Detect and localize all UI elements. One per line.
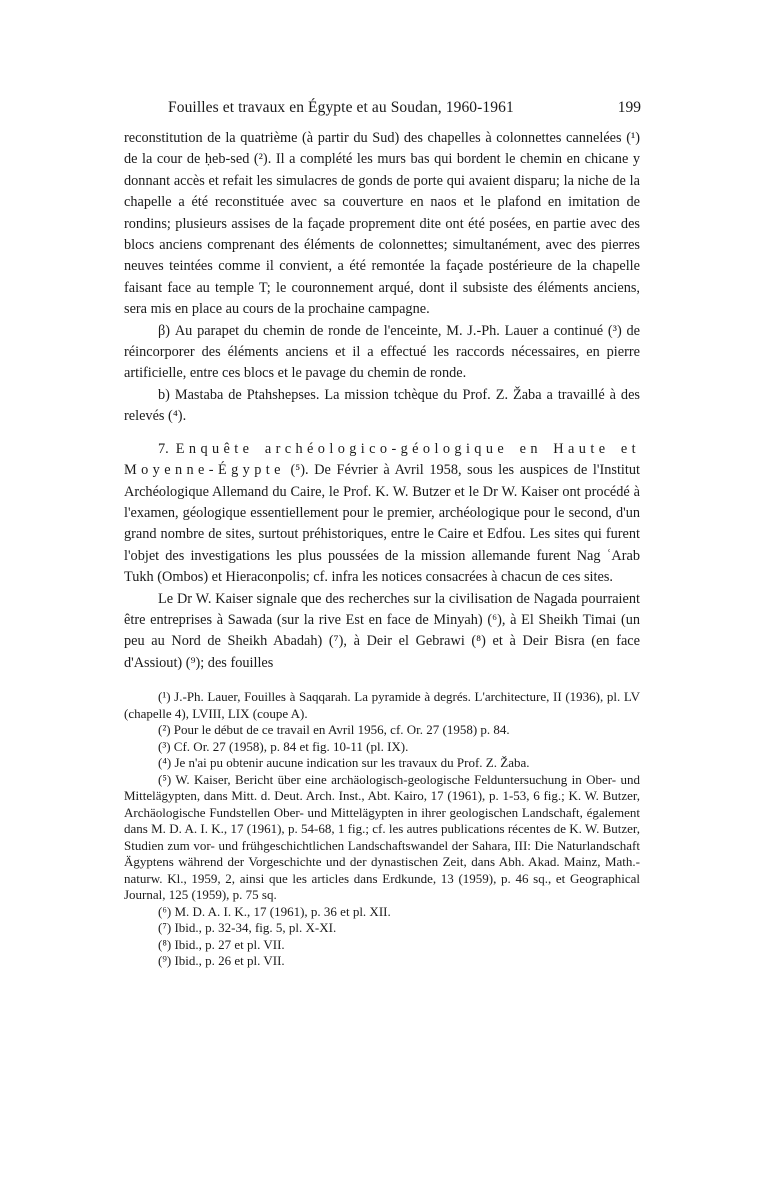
footnote-8: (⁸) Ibid., p. 27 et pl. VII. bbox=[158, 936, 285, 952]
paragraph-mastaba: b) Mastaba de Ptahshepses. La mission tchèque du Prof. Z. Žaba a travaillé à des relevés (⁴). bbox=[124, 386, 640, 425]
section-7-paragraph bbox=[124, 439, 640, 589]
page-number: 199 bbox=[617, 99, 641, 116]
footnote-2: (²) Pour le début de ce travail en Avril 1956, cf. Or. 27 (1958) p. 84. bbox=[158, 722, 510, 737]
paragraph-chapel-reconstruction: reconstitution de la quatrième (à partir du Sud) des chapelles à colonnettes cannelées (¹) de la cour de ḥeb-sed (²). Il a complété les murs bas qui bordent le chemin en chicane y donnant accès et refait les simulacres de gonds de porte qui avaient disparu; la niche de la chapelle a été reconstituée avec sa couverture en naos et le plafond en imitation de rondins; plusieurs assises de la façade proprement dite ont été posées, en partie avec des blocs anciens comprenant des éléments de colonnettes; simultanément, avec des pierres neuves teintées comme il convient, a été remontée la façade postérieure de la chapelle faisant face au temple T; le couronnement arqué, dont il subsiste des éléments anciens, sera mis en place au cours de la prochaine campagne. bbox=[124, 130, 640, 318]
section-number: 7. bbox=[158, 440, 169, 457]
footnote-5: (⁵) W. Kaiser, Bericht über eine archäologisch-geologische Felduntersuchung in Ober- und Mittelägypten, dans Mitt. d. Deut. Arch. Inst., Abt. Kairo, 17 (1961), p. 1-53, 6 fig.; K. W. Butzer, Archäologische Fundstellen Ober- und Mittelägypten in ihrer geologischen Landschaft, également dans M. D. A. I. K., 17 (1961), p. 54-68, 1 fig.; cf. les autres publications récentes de K. W. Butzer, Studien zum vor- und frühgeschichtlichen Landschaftswandel der Sahara, III: Die Naturlandschaft Ägyptens während der Vorgeschichte und der dynastischen Zeit, dans Abh. Akad. Mainz, Math.-naturw. Kl., 1959, 2, ainsi que les articles dans Erdkunde, 13 (1959), p. 46 sq., et Geographical Journal, 125 (1959), p. 75 sq. bbox=[124, 771, 640, 902]
footnote-4: (⁴) Je n'ai pu obtenir aucune indication sur les travaux du Prof. Z. Žaba. bbox=[158, 755, 530, 770]
footnotes bbox=[124, 689, 640, 970]
footnote-6: (⁶) M. D. A. I. K., 17 (1961), p. 36 et pl. XII. bbox=[158, 903, 391, 919]
body-text bbox=[124, 128, 640, 674]
footnote-9: (⁹) Ibid., p. 26 et pl. VII. bbox=[158, 953, 285, 968]
section-heading: Enquête archéologico-géologique en Haute et Moyenne-Égypte bbox=[124, 440, 640, 479]
paragraph-parapet: β) Au parapet du chemin de ronde de l'enceinte, M. J.-Ph. Lauer a continué (³) de réincorporer des éléments anciens et il a effectué les raccords nécessaires, en pierre artificielle, entre ces blocs et le pavage du chemin de ronde. bbox=[124, 322, 640, 382]
footnote-3: (³) Cf. Or. 27 (1958), p. 84 et fig. 10-11 (pl. IX). bbox=[158, 738, 409, 754]
paragraph-kaiser-nagada: Le Dr W. Kaiser signale que des recherches sur la civilisation de Nagada pourraient être entreprises à Sawada (sur la rive Est en face de Minyah) (⁶), à El Sheikh Timai (un peu au Nord de Sheikh Abadah) (⁷), à Deir el Gebrawi (⁸) et à Deir Bisra (en face d'Assiout) (⁹); des fouilles bbox=[124, 590, 640, 671]
running-title: Fouilles et travaux en Égypte et au Soudan, 1960-1961 bbox=[168, 99, 514, 116]
footnote-1: (¹) J.-Ph. Lauer, Fouilles à Saqqarah. La pyramide à degrés. L'architecture, II (1936), pl. LV (chapelle 4), LVIII, LIX (coupe A). bbox=[124, 689, 640, 721]
section-7-text: (⁵). De Février à Avril 1958, sous les auspices de l'Institut Archéologique Allemand du Caire, le Prof. K. W. Butzer et le Dr W. Kaiser ont procédé à l'examen, géologique essentiellement pour le premier, archéologique pour le second, d'un grand nombre de sites, surtout préhistoriques, entre le Caire et Edfou. Les sites qui furent l'objet des investigations les plus poussées de la mission allemande furent Nag ʿArab Tukh (Ombos) et Hieraconpolis; cf. infra les notices consacrées à chacun de ces sites. bbox=[124, 462, 640, 586]
footnote-7: (⁷) Ibid., p. 32-34, fig. 5, pl. X-XI. bbox=[158, 920, 337, 935]
